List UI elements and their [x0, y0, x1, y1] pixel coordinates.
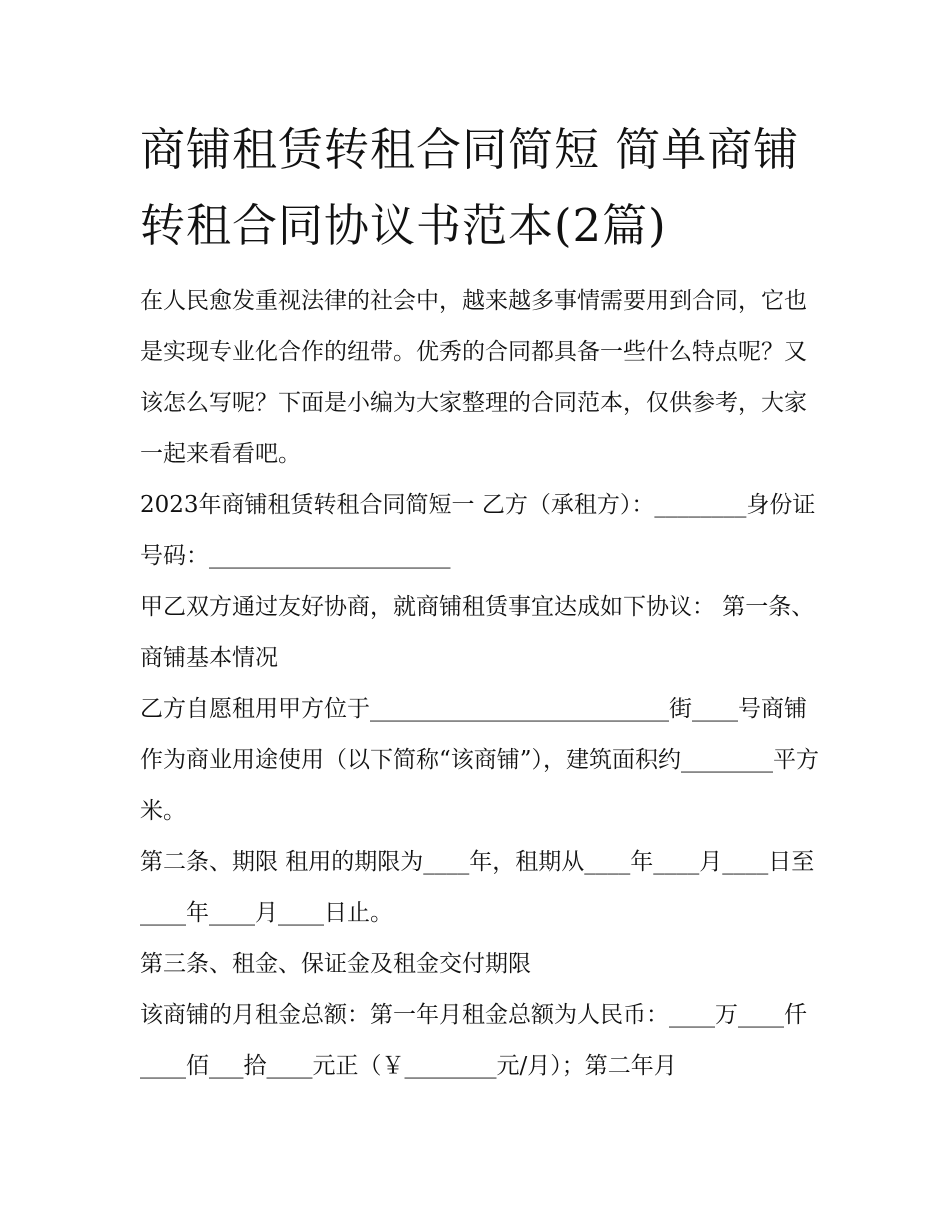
property-paragraph: 乙方自愿租用甲方位于__________________________街____号商铺作为商业用途使用（以下简称“该商铺”），建筑面积约________平方米。: [140, 696, 820, 824]
document-title: 商铺租赁转租合同简短 简单商铺转租合同协议书范本(2篇): [140, 123, 800, 252]
section-three-heading: 第三条、租金、保证金及租金交付期限: [140, 951, 531, 977]
document-body: [140, 276, 820, 1092]
agreement-paragraph: 甲乙双方通过友好协商，就商铺租赁事宜达成如下协议： 第一条、商铺基本情况: [140, 594, 815, 671]
term-paragraph: 第二条、期限 租用的期限为____年，租期从____年____月____日至____年____月____日止。: [140, 849, 815, 926]
contract-header-paragraph: 2023年商铺租赁转租合同简短一 乙方（承租方）：________身份证号码：_____________________: [140, 492, 816, 569]
intro-paragraph: 在人民愈发重视法律的社会中，越来越多事情需要用到合同，它也是实现专业化合作的纽带。优秀的合同都具备一些什么特点呢？又该怎么写呢？下面是小编为大家整理的合同范本，仅供参考，大家一起来看看吧。: [140, 288, 807, 467]
rent-paragraph: 该商铺的月租金总额：第一年月租金总额为人民币：____万____仟____佰___拾____元正（￥________元/月）；第二年月: [140, 1002, 807, 1079]
